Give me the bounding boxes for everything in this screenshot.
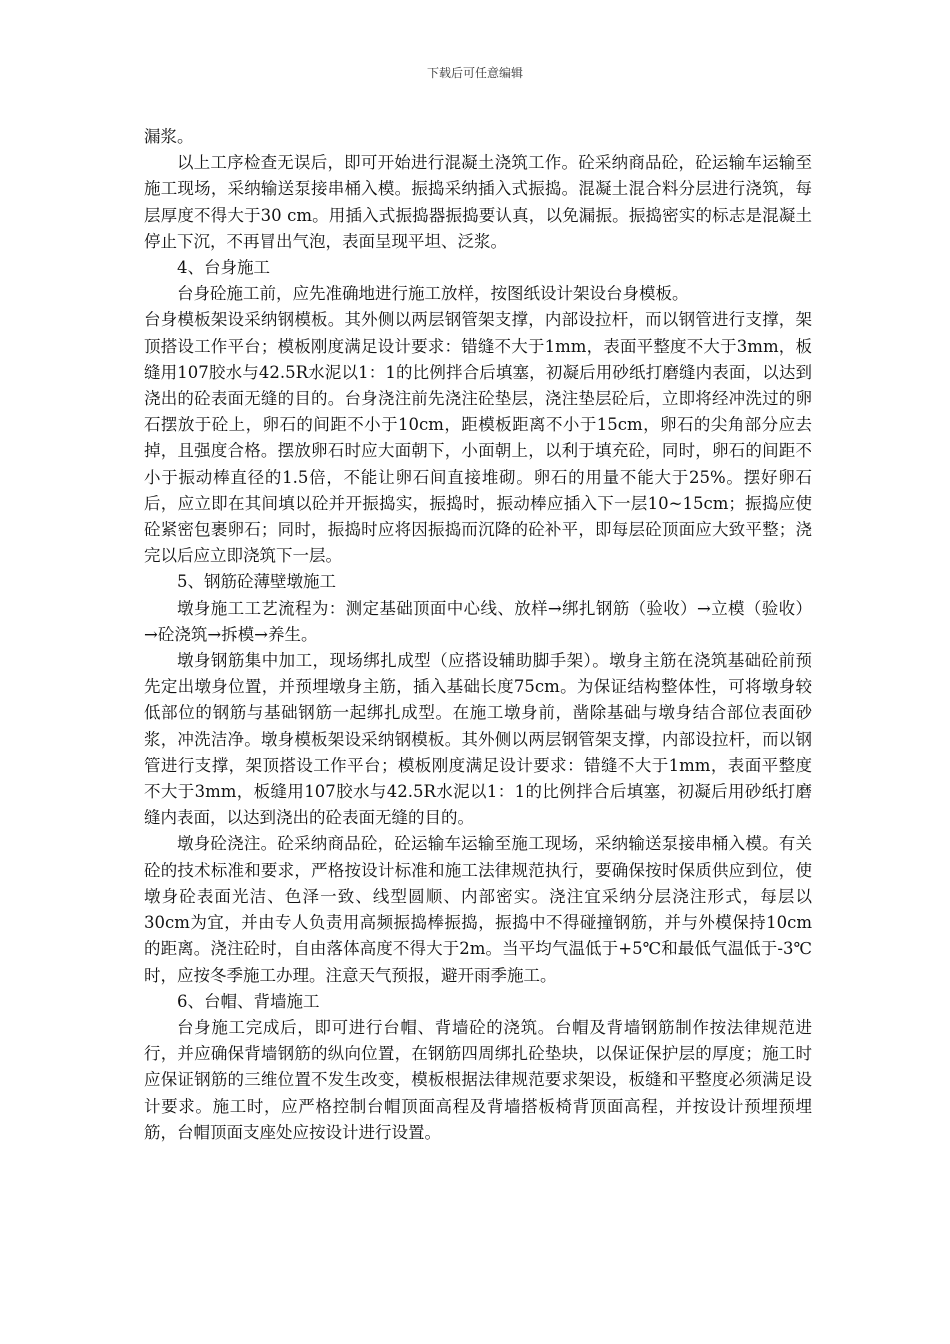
paragraph: 墩身钢筋集中加工，现场绑扎成型（应搭设辅助脚手架）。墩身主筋在浇筑基础砼前预先定出墩身位置，并预埋墩身主筋，插入基础长度75cm。为保证结构整体性，可将墩身较低部位的钢筋与基础钢筋一起绑扎成型。在施工墩身前，凿除基础与墩身结合部位表面砂浆，冲洗洁净。墩身模板架设采纳钢模板。其外侧以两层钢管架支撑，内部设拉杆，而以钢管进行支撑，架顶搭设工作平台；模板刚度满足设计要求：错缝不大于1mm，表面平整度不大于3mm，板缝用107胶水与42.5R水泥以1：1的比例拌合后填塞，初凝后用砂纸打磨缝内表面，以达到浇出的砼表面无缝的目的。	[144, 651, 812, 828]
paragraph: 台身施工完成后，即可进行台帽、背墙砼的浇筑。台帽及背墙钢筋制作按法律规范进行，并应确保背墙钢筋的纵向位置，在钢筋四周绑扎砼垫块，以保证保护层的厚度；施工时应保证钢筋的三维位置不发生改变，模板根据法律规范要求架设，板缝和平整度必须满足设计要求。施工时，应严格控制台帽顶面高程及背墙搭板椅背顶面高程，并按设计预埋预埋筋，台帽顶面支座处应按设计进行设置。	[144, 1017, 812, 1142]
page-header: 下载后可任意编辑	[426, 66, 523, 80]
paragraph: 以上工序检查无误后，即可开始进行混凝土浇筑工作。砼采纳商品砼，砼运输车运输至施工现场，采纳输送泵接串桶入模。振捣采纳插入式振捣。混凝土混合料分层进行浇筑，每层厚度不得大于30 cm。用插入式振捣器振捣要认真，以免漏振。振捣密实的标志是混凝土停止下沉，不再冒出气泡，表面呈现平坦、泛浆。	[144, 153, 812, 251]
paragraph: 台身砼施工前，应先准确地进行施工放样，按图纸设计架设台身模板。	[177, 284, 689, 304]
section-heading: 4、台身施工	[177, 258, 270, 278]
section-heading: 5、钢筋砼薄壁墩施工	[177, 572, 336, 592]
document-body	[144, 124, 812, 1146]
paragraph: 墩身砼浇注。砼采纳商品砼，砼运输车运输至施工现场，采纳输送泵接串桶入模。有关砼的技术标准和要求，严格按设计标准和施工法律规范执行，要确保按时保质供应到位，使墩身砼表面光洁、色泽一致、线型圆顺、内部密实。浇注宜采纳分层浇注形式，每层以30cm为宜，并由专人负责用高频振捣棒振捣，振捣中不得碰撞钢筋，并与外模保持10cm的距离。浇注砼时，自由落体高度不得大于2m。当平均气温低于+5℃和最低气温低于-3℃时，应按冬季施工办理。注意天气预报，避开雨季施工。	[144, 834, 812, 985]
paragraph: 台身模板架设采纳钢模板。其外侧以两层钢管架支撑，内部设拉杆，而以钢管进行支撑，架顶搭设工作平台；模板刚度满足设计要求：错缝不大于1mm，表面平整度不大于3mm，板缝用107胶水与42.5R水泥以1：1的比例拌合后填塞，初凝后用砂纸打磨缝内表面，以达到浇出的砼表面无缝的目的。台身浇注前先浇注砼垫层，浇注垫层砼后，立即将经冲洗过的卵石摆放于砼上，卵石的间距不小于10cm，距模板距离不小于15cm，卵石的尖角部分应去掉，且强度合格。摆放卵石时应大面朝下，小面朝上，以利于填充砼，同时，卵石的间距不小于振动棒直径的1.5倍，不能让卵石间直接堆砌。卵石的用量不能大于25%。摆好卵石后，应立即在其间填以砼并开振捣实，振捣时，振动棒应插入下一层10~15cm；振捣应使砼紧密包裹卵石；同时，振捣时应将因振捣而沉降的砼补平，即每层砼顶面应大致平整；浇完以后应立即浇筑下一层。	[144, 310, 812, 566]
paragraph: 漏浆。	[144, 127, 194, 146]
section-heading: 6、台帽、背墙施工	[177, 991, 320, 1011]
paragraph: 墩身施工工艺流程为：测定基础顶面中心线、放样→绑扎钢筋（验收）→立模（验收）→砼浇筑→拆模→养生。	[144, 598, 812, 644]
